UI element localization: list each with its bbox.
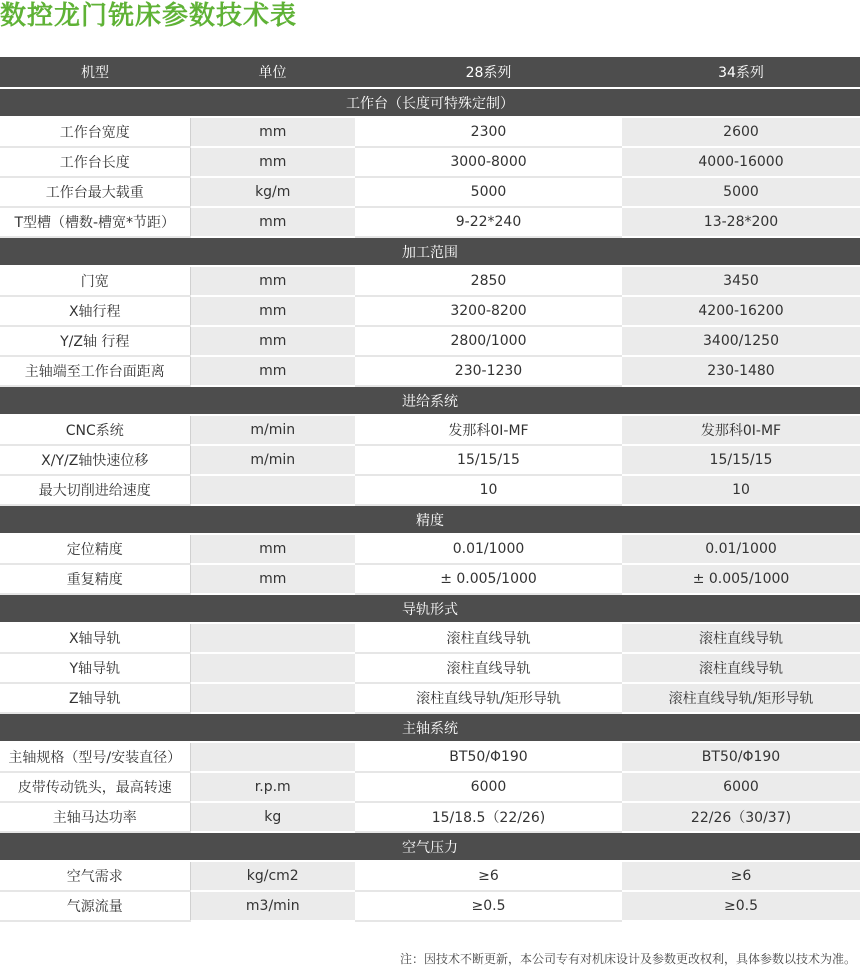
- series-34-cell: 10: [622, 475, 860, 505]
- table-row: [0, 772, 860, 802]
- series-28-cell: 5000: [355, 177, 622, 207]
- table-row: [0, 266, 860, 296]
- series-28-cell: 3000-8000: [355, 147, 622, 177]
- table-row: [0, 802, 860, 832]
- footnote: 注：因技术不断更新，本公司专有对机床设计及参数更改权利，具体参数以技术为准。: [399, 952, 856, 966]
- series-34-cell: 3400/1250: [622, 326, 860, 356]
- section-title: 精度: [0, 505, 860, 534]
- series-28-cell: ≥0.5: [355, 891, 622, 921]
- unit-cell: mm: [190, 147, 355, 177]
- section-row: [0, 237, 860, 266]
- series-34-cell: ≥6: [622, 861, 860, 891]
- series-34-cell: 发那科0I-MF: [622, 415, 860, 445]
- table-row: [0, 534, 860, 564]
- series-34-cell: 22/26（30/37): [622, 802, 860, 832]
- section-row: [0, 505, 860, 534]
- series-34-cell: 滚柱直线导轨: [622, 653, 860, 683]
- table-row: [0, 564, 860, 594]
- param-cell: 工作台长度: [0, 147, 190, 177]
- param-cell: 工作台宽度: [0, 117, 190, 147]
- param-cell: Y轴导轨: [0, 653, 190, 683]
- param-cell: 空气需求: [0, 861, 190, 891]
- param-cell: 工作台最大载重: [0, 177, 190, 207]
- param-cell: Z轴导轨: [0, 683, 190, 713]
- section-title: 进给系统: [0, 386, 860, 415]
- header-unit: 单位: [190, 57, 355, 88]
- series-28-cell: 230-1230: [355, 356, 622, 386]
- series-28-cell: 9-22*240: [355, 207, 622, 237]
- series-28-cell: 6000: [355, 772, 622, 802]
- header-model: 机型: [0, 57, 190, 88]
- param-cell: 主轴端至工作台面距离: [0, 356, 190, 386]
- unit-cell: mm: [190, 534, 355, 564]
- unit-cell: [190, 683, 355, 713]
- param-cell: X轴导轨: [0, 623, 190, 653]
- table-row: [0, 296, 860, 326]
- series-28-cell: 3200-8200: [355, 296, 622, 326]
- section-title: 导轨形式: [0, 594, 860, 623]
- unit-cell: mm: [190, 117, 355, 147]
- param-cell: 门宽: [0, 266, 190, 296]
- header-series-34: 34系列: [622, 57, 860, 88]
- unit-cell: m/min: [190, 415, 355, 445]
- series-28-cell: 15/18.5（22/26): [355, 802, 622, 832]
- series-28-cell: 发那科0I-MF: [355, 415, 622, 445]
- series-34-cell: 3450: [622, 266, 860, 296]
- table-body: [0, 88, 860, 921]
- section-row: [0, 386, 860, 415]
- series-28-cell: 2850: [355, 266, 622, 296]
- series-28-cell: BT50/Φ190: [355, 742, 622, 772]
- unit-cell: kg: [190, 802, 355, 832]
- table-row: [0, 742, 860, 772]
- table-header-row: [0, 57, 860, 88]
- series-34-cell: 0.01/1000: [622, 534, 860, 564]
- unit-cell: [190, 742, 355, 772]
- series-28-cell: 0.01/1000: [355, 534, 622, 564]
- param-cell: X/Y/Z轴快速位移: [0, 445, 190, 475]
- series-28-cell: 2800/1000: [355, 326, 622, 356]
- series-34-cell: ≥0.5: [622, 891, 860, 921]
- header-series-28: 28系列: [355, 57, 622, 88]
- table-row: [0, 207, 860, 237]
- table-row: [0, 117, 860, 147]
- param-cell: Y/Z轴 行程: [0, 326, 190, 356]
- param-cell: 主轴马达功率: [0, 802, 190, 832]
- series-28-cell: 2300: [355, 117, 622, 147]
- series-28-cell: 滚柱直线导轨/矩形导轨: [355, 683, 622, 713]
- section-row: [0, 88, 860, 117]
- table-row: [0, 415, 860, 445]
- unit-cell: r.p.m: [190, 772, 355, 802]
- table-row: [0, 445, 860, 475]
- unit-cell: kg/cm2: [190, 861, 355, 891]
- spec-table: [0, 57, 860, 922]
- section-row: [0, 713, 860, 742]
- series-34-cell: 滚柱直线导轨: [622, 623, 860, 653]
- param-cell: 气源流量: [0, 891, 190, 921]
- table-row: [0, 683, 860, 713]
- series-28-cell: 10: [355, 475, 622, 505]
- param-cell: X轴行程: [0, 296, 190, 326]
- unit-cell: mm: [190, 326, 355, 356]
- series-34-cell: 15/15/15: [622, 445, 860, 475]
- unit-cell: mm: [190, 356, 355, 386]
- series-34-cell: 5000: [622, 177, 860, 207]
- section-title: 空气压力: [0, 832, 860, 861]
- table-row: [0, 177, 860, 207]
- unit-cell: kg/m: [190, 177, 355, 207]
- table-row: [0, 356, 860, 386]
- unit-cell: m/min: [190, 445, 355, 475]
- unit-cell: mm: [190, 266, 355, 296]
- table-row: [0, 653, 860, 683]
- unit-cell: [190, 623, 355, 653]
- series-28-cell: 15/15/15: [355, 445, 622, 475]
- unit-cell: mm: [190, 296, 355, 326]
- table-row: [0, 147, 860, 177]
- series-28-cell: 滚柱直线导轨: [355, 623, 622, 653]
- unit-cell: [190, 475, 355, 505]
- param-cell: 最大切削进给速度: [0, 475, 190, 505]
- param-cell: 定位精度: [0, 534, 190, 564]
- series-34-cell: BT50/Φ190: [622, 742, 860, 772]
- unit-cell: mm: [190, 207, 355, 237]
- series-28-cell: ≥6: [355, 861, 622, 891]
- table-row: [0, 891, 860, 921]
- table-row: [0, 623, 860, 653]
- section-title: 加工范围: [0, 237, 860, 266]
- param-cell: 重复精度: [0, 564, 190, 594]
- section-title: 主轴系统: [0, 713, 860, 742]
- series-34-cell: 6000: [622, 772, 860, 802]
- series-34-cell: 滚柱直线导轨/矩形导轨: [622, 683, 860, 713]
- page-title: 数控龙门铣床参数技术表: [0, 1, 298, 31]
- series-34-cell: 230-1480: [622, 356, 860, 386]
- param-cell: T型槽（槽数-槽宽*节距）: [0, 207, 190, 237]
- table-row: [0, 861, 860, 891]
- series-28-cell: ± 0.005/1000: [355, 564, 622, 594]
- series-34-cell: 4000-16000: [622, 147, 860, 177]
- series-34-cell: ± 0.005/1000: [622, 564, 860, 594]
- table-row: [0, 475, 860, 505]
- param-cell: 主轴规格（型号/安装直径）: [0, 742, 190, 772]
- series-34-cell: 13-28*200: [622, 207, 860, 237]
- series-34-cell: 4200-16200: [622, 296, 860, 326]
- param-cell: 皮带传动铣头，最高转速: [0, 772, 190, 802]
- param-cell: CNC系统: [0, 415, 190, 445]
- series-34-cell: 2600: [622, 117, 860, 147]
- table-row: [0, 326, 860, 356]
- unit-cell: mm: [190, 564, 355, 594]
- section-row: [0, 832, 860, 861]
- section-title: 工作台（长度可特殊定制）: [0, 88, 860, 117]
- unit-cell: m3/min: [190, 891, 355, 921]
- unit-cell: [190, 653, 355, 683]
- section-row: [0, 594, 860, 623]
- series-28-cell: 滚柱直线导轨: [355, 653, 622, 683]
